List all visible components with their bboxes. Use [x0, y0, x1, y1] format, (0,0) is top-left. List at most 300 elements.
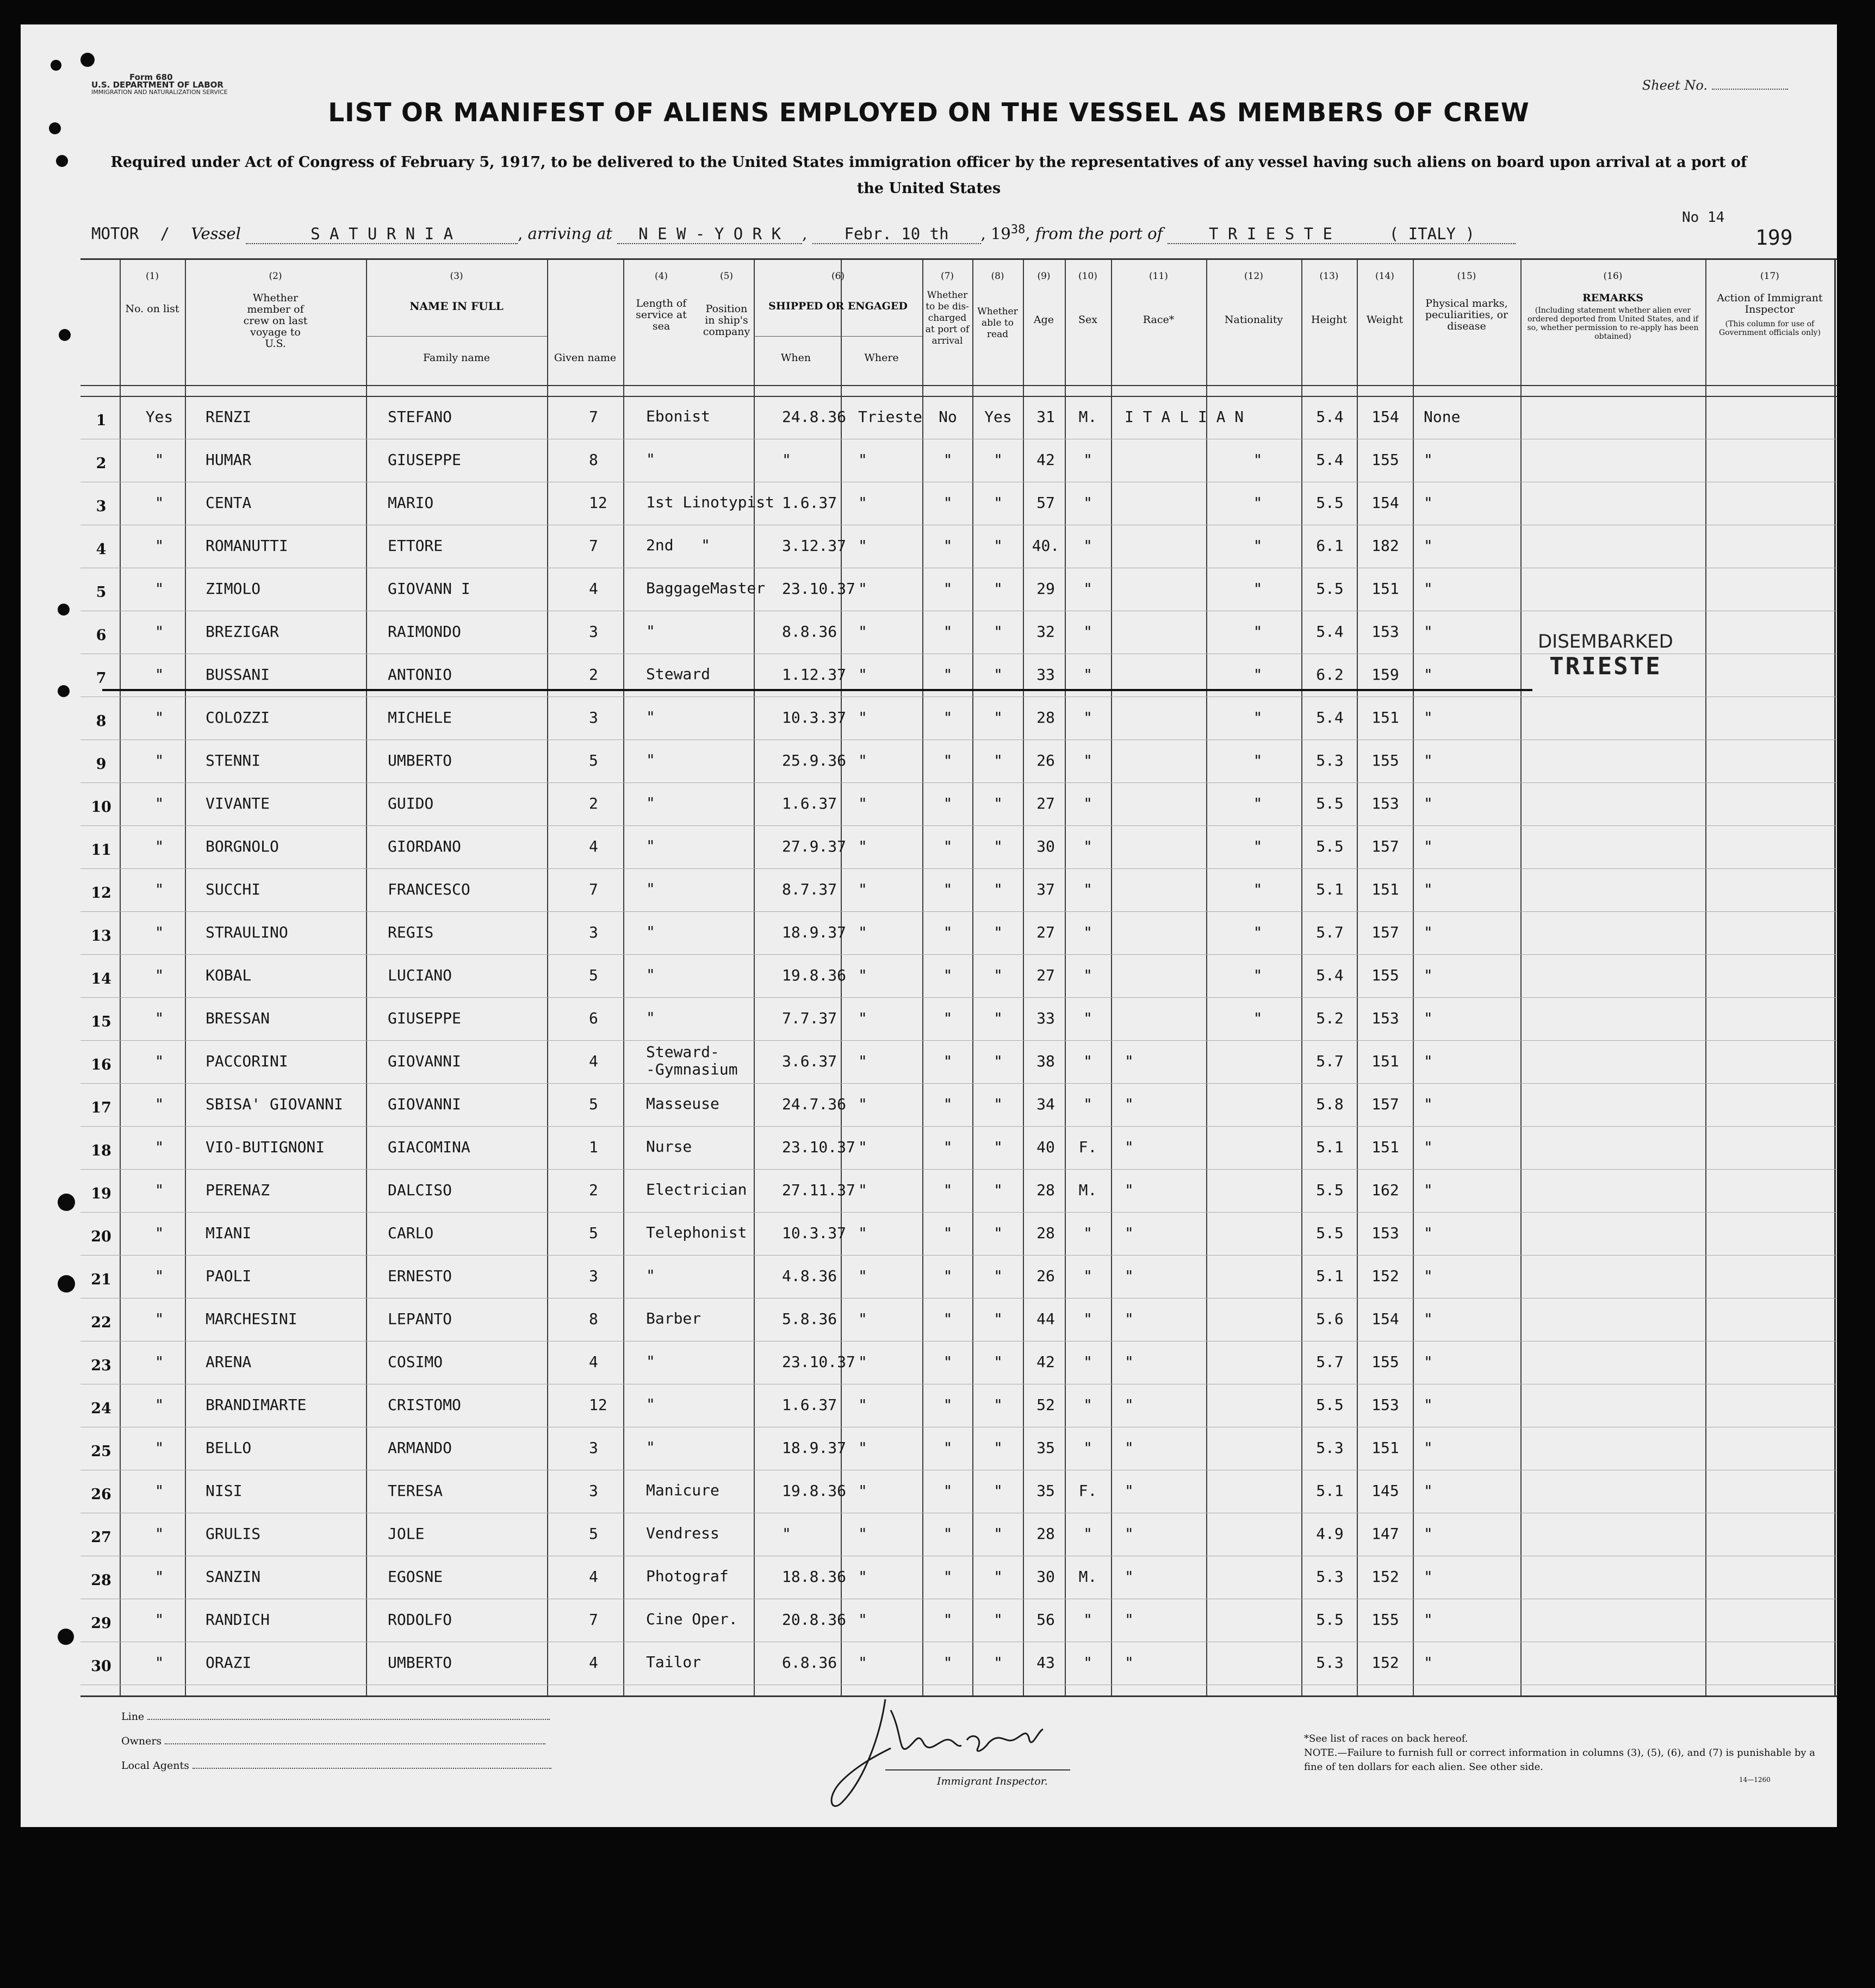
cell-sex: M. [1078, 408, 1097, 426]
cell-age: 26 [1036, 1267, 1055, 1285]
row-number: 2 [96, 455, 107, 472]
col15-label: Physical marks, peculiarities, or disease [1425, 297, 1508, 332]
cell-when: 8.8.36 [782, 623, 837, 641]
cell-discharged: " [943, 1181, 953, 1199]
row-number: 13 [91, 928, 111, 945]
cell-prev: " [154, 1267, 164, 1285]
cell-where: " [858, 1267, 867, 1285]
cell-age: 27 [1036, 794, 1055, 812]
col8-number: (8) [991, 271, 1004, 282]
cell-where: " [858, 623, 867, 641]
cell-discharged: " [943, 1310, 953, 1328]
cell-sex: M. [1078, 1181, 1097, 1199]
cell-age: 40 [1036, 1138, 1055, 1156]
cell-prev: " [154, 1181, 164, 1199]
cell-discharged: " [943, 751, 953, 769]
col10-label: Sex [1078, 314, 1097, 326]
cell-height: 6.1 [1316, 537, 1344, 555]
cell-nationality: " [1253, 580, 1263, 598]
cell-read: " [994, 1525, 1003, 1543]
cell-position: " [646, 966, 655, 984]
row-number: 14 [91, 971, 111, 987]
cell-position: " [646, 880, 655, 898]
cell-family: SANZIN [206, 1568, 261, 1586]
cell-height: 5.4 [1316, 623, 1344, 641]
cell-family: STENNI [206, 751, 261, 769]
cell-read: " [994, 537, 1003, 555]
cell-given: CARLO [388, 1224, 434, 1242]
from-port-label: from the port of [1035, 224, 1163, 243]
cell-weight: 154 [1371, 1310, 1399, 1328]
cell-where: " [858, 1654, 867, 1672]
cell-read: " [994, 1568, 1003, 1586]
cell-age: 35 [1036, 1439, 1055, 1457]
col7-label: Whether to be dis-charged at port of arrival [925, 290, 970, 346]
cell-family: ORAZI [206, 1654, 252, 1672]
cell-marks: " [1424, 1095, 1433, 1113]
disembarked-stamp [1538, 631, 1673, 680]
cell-age: 37 [1036, 880, 1055, 898]
cell-family: BORGNOLO [206, 837, 279, 855]
col13-number: (13) [1319, 271, 1339, 282]
cell-where: " [858, 494, 867, 512]
cell-height: 5.2 [1316, 1009, 1344, 1027]
cell-discharged: " [943, 1439, 953, 1457]
cell-sex: " [1083, 1009, 1092, 1027]
cell-when: 5.8.36 [782, 1310, 837, 1328]
from-port: T R I E S T E [1209, 224, 1333, 243]
cell-when: 19.8.36 [782, 966, 847, 984]
col1-number: (1) [145, 271, 159, 282]
cell-height: 5.3 [1316, 1654, 1344, 1672]
cell-prev: " [154, 966, 164, 984]
row-number: 26 [91, 1486, 111, 1503]
cell-nationality: " [1253, 1009, 1263, 1027]
col4-number: (4) [654, 271, 668, 282]
cell-service: 5 [589, 1095, 598, 1113]
cell-read: " [994, 1009, 1003, 1027]
cell-given: UMBERTO [388, 1654, 452, 1672]
cell-position: Barber [646, 1309, 701, 1327]
cell-height: 5.6 [1316, 1310, 1344, 1328]
cell-nationality: " [1253, 966, 1263, 984]
cell-race: " [1125, 1353, 1134, 1371]
page-subtitle: Required under Act of Congress of February 5, 1917, to be delivered to the United States immigration officer by the representatives of any vessel having such aliens on board upon arrival at a port of the United States [110, 154, 1747, 197]
cell-family: SBISA' GIOVANNI [206, 1095, 343, 1113]
cell-prev: " [154, 923, 164, 941]
cell-sex: " [1083, 494, 1092, 512]
cell-discharged: " [943, 1611, 953, 1629]
col6-label: SHIPPED OR ENGAGED [768, 300, 908, 312]
cell-sex: " [1083, 451, 1092, 469]
cell-when: 24.7.36 [782, 1095, 847, 1113]
cell-read: " [994, 666, 1003, 684]
cell-marks: " [1424, 666, 1433, 684]
col3-number: (3) [450, 271, 463, 282]
cell-read: " [994, 880, 1003, 898]
row-rule [80, 1083, 1837, 1084]
punch-hole [58, 1629, 74, 1645]
cell-race: " [1125, 1525, 1134, 1543]
cell-read: " [994, 1353, 1003, 1371]
col16-label: REMARKS [1582, 292, 1644, 304]
list-number-label: No [1682, 209, 1699, 226]
cell-nationality: " [1253, 451, 1263, 469]
cell-height: 5.7 [1316, 1052, 1344, 1070]
cell-given: MARIO [388, 494, 434, 512]
cell-prev: " [154, 1439, 164, 1457]
cell-weight: 151 [1371, 1052, 1399, 1070]
vessel-label: Vessel [191, 224, 241, 243]
cell-service: 7 [589, 1611, 598, 1629]
cell-when: 23.10.37 [782, 1353, 855, 1371]
col14-number: (14) [1375, 271, 1394, 282]
cell-sex: " [1083, 1654, 1092, 1672]
cell-where: " [858, 1181, 867, 1199]
cell-read: " [994, 923, 1003, 941]
cell-marks: " [1424, 1267, 1433, 1285]
cell-discharged: " [943, 1095, 953, 1113]
punch-hole [58, 1194, 75, 1211]
col15-number: (15) [1457, 271, 1476, 282]
cell-prev: " [154, 1353, 164, 1371]
cell-age: 35 [1036, 1482, 1055, 1500]
cell-when: 3.12.37 [782, 537, 847, 555]
row-number: 19 [91, 1185, 111, 1202]
cell-position: Photograf [646, 1567, 729, 1585]
row-rule [80, 1169, 1837, 1170]
cell-marks: " [1424, 923, 1433, 941]
cell-given: GIORDANO [388, 837, 461, 855]
cell-family: GRULIS [206, 1525, 261, 1543]
cell-age: 57 [1036, 494, 1055, 512]
row-number: 1 [96, 412, 107, 429]
cell-family: STRAULINO [206, 923, 288, 941]
cell-age: 33 [1036, 666, 1055, 684]
cell-read: " [994, 709, 1003, 726]
cell-where: " [858, 666, 867, 684]
cell-given: GIUSEPPE [388, 451, 461, 469]
cell-weight: 155 [1371, 966, 1399, 984]
row-rule [80, 1040, 1837, 1041]
punch-hole [51, 60, 61, 71]
cell-age: 28 [1036, 1181, 1055, 1199]
row-number: 8 [96, 713, 107, 730]
col1-label: No. on list [125, 303, 179, 315]
cell-position: Manicure [646, 1481, 719, 1499]
cell-height: 5.4 [1316, 408, 1344, 426]
cell-marks: " [1424, 623, 1433, 641]
punch-hole [58, 1275, 75, 1293]
cell-where: " [858, 1396, 867, 1414]
cell-race: " [1125, 1439, 1134, 1457]
cell-height: 5.5 [1316, 1396, 1344, 1414]
cell-sex: " [1083, 666, 1092, 684]
cell-where: " [858, 923, 867, 941]
cell-height: 6.2 [1316, 666, 1344, 684]
cell-read: " [994, 1095, 1003, 1113]
punch-hole [56, 155, 68, 167]
cell-service: 2 [589, 794, 598, 812]
cell-weight: 155 [1371, 451, 1399, 469]
cell-service: 12 [589, 494, 607, 512]
cell-when: " [782, 1525, 791, 1543]
cell-service: 1 [589, 1138, 598, 1156]
cell-prev: " [154, 880, 164, 898]
row-number: 25 [91, 1443, 111, 1460]
col5-label: Position in ship's company [703, 303, 750, 338]
row-number: 12 [91, 885, 111, 902]
cell-nationality: " [1253, 837, 1263, 855]
cell-discharged: " [943, 1009, 953, 1027]
cell-where: " [858, 751, 867, 769]
cell-sex: " [1083, 1611, 1092, 1629]
cell-given: FRANCESCO [388, 880, 470, 898]
cell-service: 4 [589, 1052, 598, 1070]
cell-read: " [994, 1052, 1003, 1070]
cell-nationality: " [1253, 923, 1263, 941]
cell-weight: 153 [1371, 623, 1399, 641]
cell-given: ERNESTO [388, 1267, 452, 1285]
cell-sex: " [1083, 923, 1092, 941]
cell-weight: 157 [1371, 1095, 1399, 1113]
cell-marks: " [1424, 709, 1433, 726]
cell-service: 4 [589, 1353, 598, 1371]
cell-discharged: " [943, 623, 953, 641]
cell-read: " [994, 1181, 1003, 1199]
cell-marks: " [1424, 1138, 1433, 1156]
col16-number: (16) [1603, 271, 1623, 282]
cell-prev: " [154, 1095, 164, 1113]
cell-position: " [646, 450, 655, 468]
row-rule [80, 1212, 1837, 1213]
cell-family: VIO-BUTIGNONI [206, 1138, 325, 1156]
cell-given: RODOLFO [388, 1611, 452, 1629]
sheet-number [1642, 78, 1788, 93]
cell-family: ROMANUTTI [206, 537, 288, 555]
list-number-value: 14 [1707, 209, 1725, 226]
cell-discharged: " [943, 1654, 953, 1672]
cell-service: 7 [589, 408, 598, 426]
cell-position: " [646, 1352, 655, 1370]
cell-given: GIOVANNI [388, 1095, 461, 1113]
cell-marks: None [1424, 408, 1461, 426]
cell-where: " [858, 1439, 867, 1457]
line-label: Line [121, 1711, 145, 1723]
cell-height: 5.5 [1316, 494, 1344, 512]
col3-family-label: Family name [423, 352, 490, 364]
cell-sex: " [1083, 880, 1092, 898]
cell-service: 7 [589, 880, 598, 898]
cell-given: JOLE [388, 1525, 425, 1543]
cell-family: VIVANTE [206, 794, 270, 812]
cell-race: " [1125, 1396, 1134, 1414]
cell-position: Tailor [646, 1653, 701, 1671]
cell-family: SUCCHI [206, 880, 261, 898]
col2-number: (2) [269, 271, 282, 282]
cell-family: BELLO [206, 1439, 252, 1457]
cell-weight: 155 [1371, 1611, 1399, 1629]
cell-read: " [994, 580, 1003, 598]
col17-number: (17) [1760, 271, 1779, 282]
cell-when: 6.8.36 [782, 1654, 837, 1672]
inspector-label: Immigrant Inspector. [937, 1775, 1048, 1787]
cell-marks: " [1424, 1654, 1433, 1672]
strike-through-row-7 [102, 689, 1532, 691]
footer-notes [1304, 1732, 1826, 1774]
cell-when: 1.6.37 [782, 1396, 837, 1414]
cell-given: EGOSNE [388, 1568, 443, 1586]
cell-family: KOBAL [206, 966, 252, 984]
cell-given: ARMANDO [388, 1439, 452, 1457]
year-prefix: 19 [990, 224, 1011, 243]
col9-number: (9) [1037, 271, 1051, 282]
cell-height: 5.1 [1316, 1138, 1344, 1156]
cell-discharged: " [943, 666, 953, 684]
cell-when: 1.12.37 [782, 666, 847, 684]
cell-position: " [646, 1266, 655, 1284]
row-number: 22 [91, 1314, 111, 1331]
cell-sex: " [1083, 1267, 1092, 1285]
list-number [1682, 209, 1724, 226]
cell-read: " [994, 966, 1003, 984]
cell-marks: " [1424, 1181, 1433, 1199]
cell-service: 3 [589, 923, 598, 941]
cell-weight: 153 [1371, 794, 1399, 812]
cell-prev: " [154, 1138, 164, 1156]
cell-height: 5.3 [1316, 1439, 1344, 1457]
cell-where: " [858, 794, 867, 812]
page-title: LIST OR MANIFEST OF ALIENS EMPLOYED ON THE VESSEL AS MEMBERS OF CREW [328, 98, 1530, 128]
cell-prev: " [154, 1568, 164, 1586]
cell-discharged: " [943, 1568, 953, 1586]
cell-where: " [858, 580, 867, 598]
cell-weight: 151 [1371, 880, 1399, 898]
cell-prev: " [154, 1654, 164, 1672]
cell-age: 38 [1036, 1052, 1055, 1070]
row-number: 5 [96, 584, 107, 601]
cell-nationality: " [1253, 880, 1263, 898]
row-number: 18 [91, 1142, 111, 1159]
cell-given: MICHELE [388, 709, 452, 726]
cell-position: " [646, 1438, 655, 1456]
cell-family: RENZI [206, 408, 252, 426]
row-rule [80, 954, 1837, 955]
cell-weight: 151 [1371, 1138, 1399, 1156]
cell-weight: 152 [1371, 1568, 1399, 1586]
col6-where-label: Where [864, 352, 899, 364]
cell-prev: " [154, 494, 164, 512]
cell-sex: " [1083, 1396, 1092, 1414]
col12-number: (12) [1244, 271, 1263, 282]
cell-given: COSIMO [388, 1353, 443, 1371]
cell-weight: 159 [1371, 666, 1399, 684]
cell-race: " [1125, 1267, 1134, 1285]
form-header [91, 73, 228, 96]
col6-when-label: When [780, 352, 811, 364]
arriving-label: arriving at [527, 224, 612, 243]
arriving-port: N E W - Y O R K [617, 225, 802, 244]
cell-prev: " [154, 1052, 164, 1070]
cell-where: " [858, 451, 867, 469]
cell-given: STEFANO [388, 408, 452, 426]
cell-read: " [994, 494, 1003, 512]
cell-family: PERENAZ [206, 1181, 270, 1199]
cell-family: NISI [206, 1482, 243, 1500]
cell-when: 18.9.37 [782, 923, 847, 941]
cell-race: " [1125, 1181, 1134, 1199]
cell-position: " [646, 622, 655, 640]
cell-given: GIUSEPPE [388, 1009, 461, 1027]
col6-number: (6) [831, 271, 845, 282]
cell-weight: 152 [1371, 1267, 1399, 1285]
cell-height: 5.3 [1316, 1568, 1344, 1586]
cell-sex: F. [1078, 1482, 1097, 1500]
cell-sex: " [1083, 709, 1092, 726]
cell-when: 25.9.36 [782, 751, 847, 769]
cell-weight: 153 [1371, 1224, 1399, 1242]
cell-read: " [994, 1654, 1003, 1672]
cell-family: BRESSAN [206, 1009, 270, 1027]
inspector-signature [820, 1688, 1070, 1824]
cell-marks: " [1424, 1009, 1433, 1027]
row-number: 20 [91, 1228, 111, 1245]
cell-position: " [646, 794, 655, 812]
cell-discharged: " [943, 537, 953, 555]
cell-family: HUMAR [206, 451, 252, 469]
row-rule [80, 997, 1837, 998]
cell-prev: " [154, 1482, 164, 1500]
cell-where: " [858, 837, 867, 855]
row-number: 15 [91, 1014, 111, 1030]
row-number: 7 [96, 670, 107, 687]
cell-given: GIOVANN I [388, 580, 470, 598]
cell-sex: " [1083, 751, 1092, 769]
cell-family: COLOZZI [206, 709, 270, 726]
cell-height: 5.5 [1316, 837, 1344, 855]
cell-marks: " [1424, 451, 1433, 469]
crew-table [80, 258, 1837, 1697]
cell-prev: " [154, 580, 164, 598]
cell-read: " [994, 1439, 1003, 1457]
col14-label: Weight [1366, 314, 1404, 326]
cell-weight: 162 [1371, 1181, 1399, 1199]
cell-discharged: " [943, 794, 953, 812]
cell-family: MIANI [206, 1224, 252, 1242]
cell-where: " [858, 709, 867, 726]
cell-prev: " [154, 666, 164, 684]
cell-read: " [994, 1138, 1003, 1156]
cell-read: " [994, 1482, 1003, 1500]
cell-race: " [1125, 1138, 1134, 1156]
cell-sex: " [1083, 623, 1092, 641]
row-rule [80, 1126, 1837, 1127]
cell-discharged: " [943, 1482, 953, 1500]
row-rule [80, 1255, 1837, 1256]
motor-label: MOTOR [91, 224, 139, 243]
cell-when: 1.6.37 [782, 794, 837, 812]
cell-nationality: " [1253, 751, 1263, 769]
cell-age: 52 [1036, 1396, 1055, 1414]
cell-age: 42 [1036, 451, 1055, 469]
cell-race: " [1125, 1568, 1134, 1586]
cell-position: " [646, 1009, 655, 1027]
cell-position: Vendress [646, 1524, 719, 1542]
cell-position: Cine Oper. [646, 1610, 738, 1628]
cell-service: 3 [589, 1482, 598, 1500]
col10-number: (10) [1078, 271, 1097, 282]
cell-height: 5.3 [1316, 751, 1344, 769]
